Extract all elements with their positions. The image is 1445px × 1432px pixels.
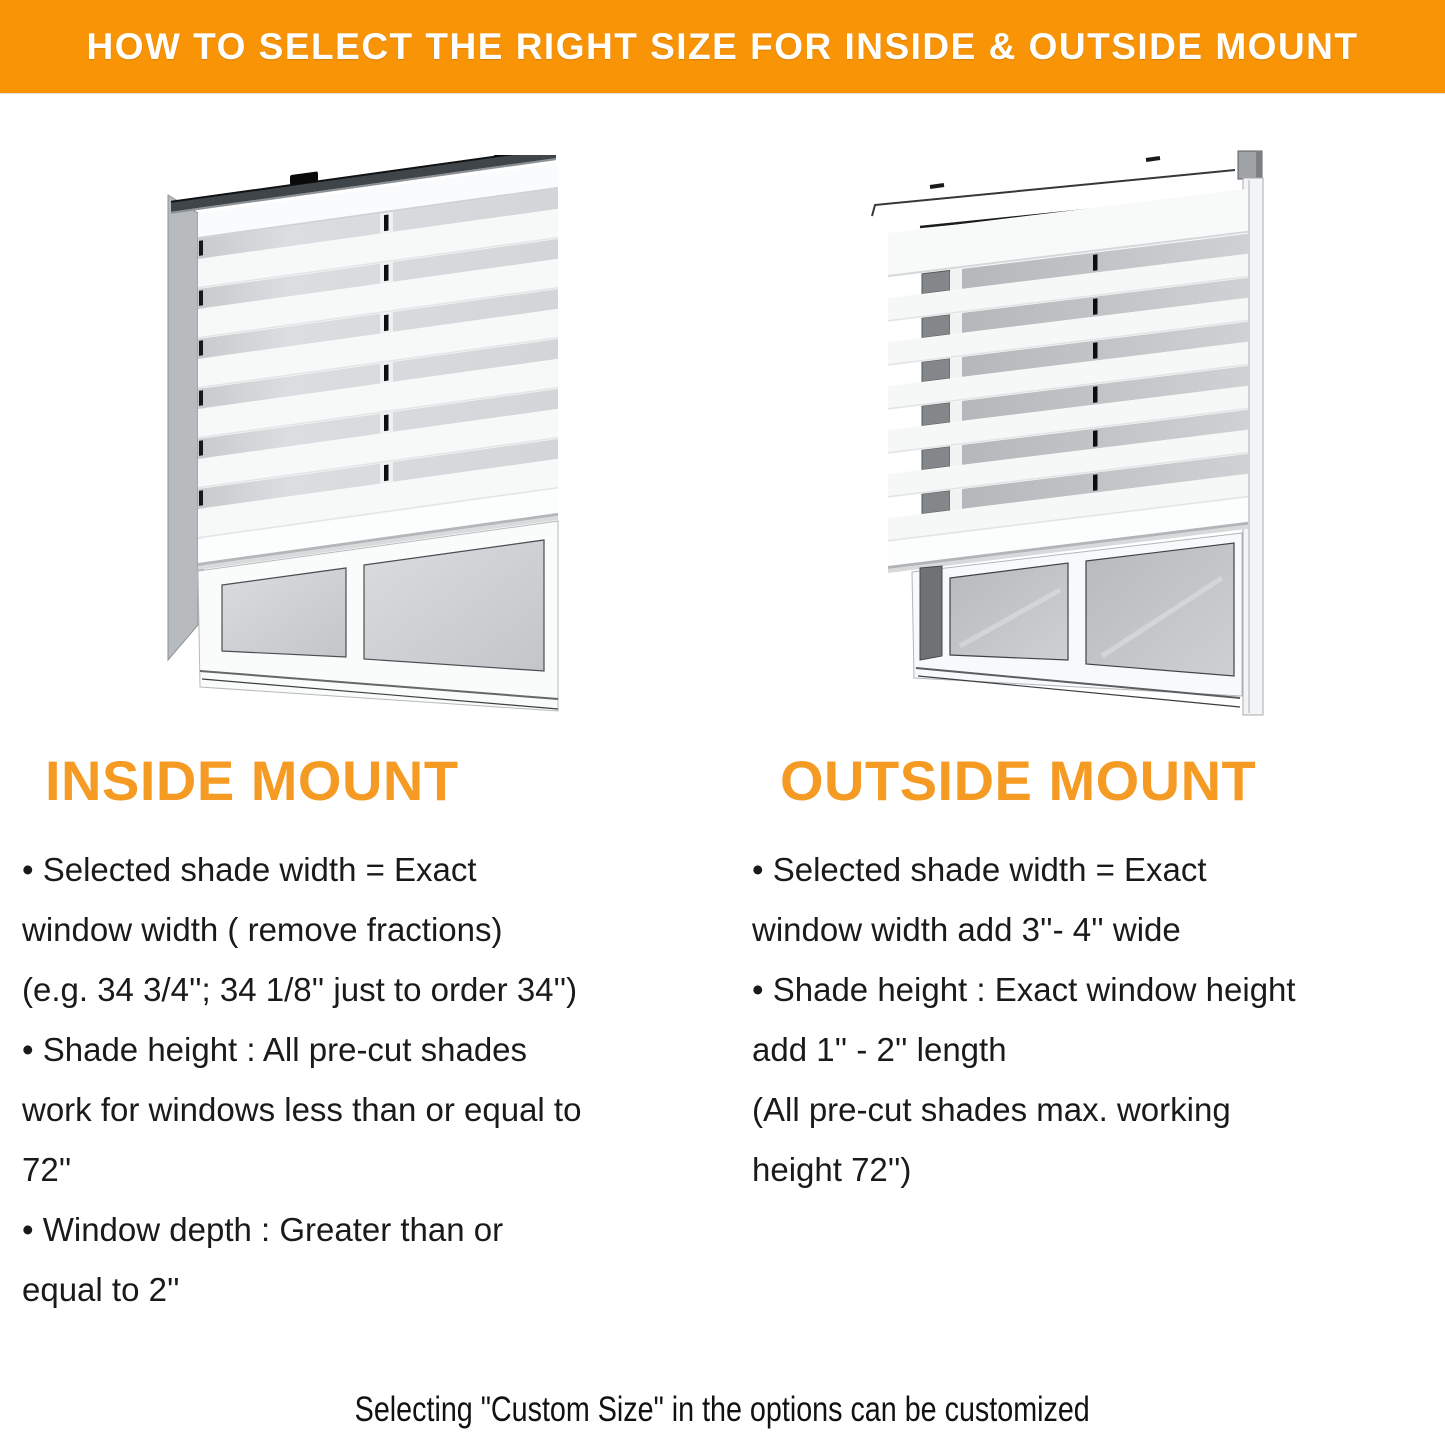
- outside-mount-heading: OUTSIDE MOUNT: [780, 749, 1257, 812]
- bullet-line: (e.g. 34 3/4''; 34 1/8'' just to order 34''): [22, 971, 578, 1008]
- bullet-line: • Window depth : Greater than or: [22, 1211, 504, 1248]
- inside-mount-illustration: [160, 155, 570, 715]
- header-banner: [0, 0, 1445, 93]
- outside-mount-instructions: [752, 840, 1445, 1200]
- bullet-line: add 1'' - 2'' length: [752, 1031, 1007, 1068]
- bullet-line: • Selected shade width = Exact: [752, 851, 1207, 888]
- bullet-line: 72'': [22, 1151, 72, 1188]
- outside-mount-illustration: [862, 148, 1274, 724]
- bullet-line: • Shade height : All pre-cut shades: [22, 1031, 528, 1068]
- bullet-line: window width ( remove fractions): [22, 911, 503, 948]
- bullet-line: equal to 2'': [22, 1271, 180, 1308]
- bullet-line: window width add 3''- 4'' wide: [752, 911, 1181, 948]
- bullet-line: work for windows less than or equal to: [22, 1091, 582, 1128]
- bullet-line: (All pre-cut shades max. working: [752, 1091, 1231, 1128]
- zebra-shade: [888, 189, 1248, 573]
- zebra-shade: [171, 155, 558, 574]
- custom-size-note-text: Selecting "Custom Size" in the options can be customized: [354, 1390, 1091, 1429]
- custom-size-note: [0, 1388, 1445, 1432]
- inside-mount-instructions: [22, 840, 722, 1320]
- page-title: HOW TO SELECT THE RIGHT SIZE FOR INSIDE & OUTSIDE MOUNT: [86, 25, 1359, 67]
- bullet-line: height 72''): [752, 1151, 912, 1188]
- inside-mount-heading: INSIDE MOUNT: [45, 749, 459, 812]
- bullet-line: • Shade height : Exact window height: [752, 971, 1296, 1008]
- bullet-line: • Selected shade width = Exact: [22, 851, 477, 888]
